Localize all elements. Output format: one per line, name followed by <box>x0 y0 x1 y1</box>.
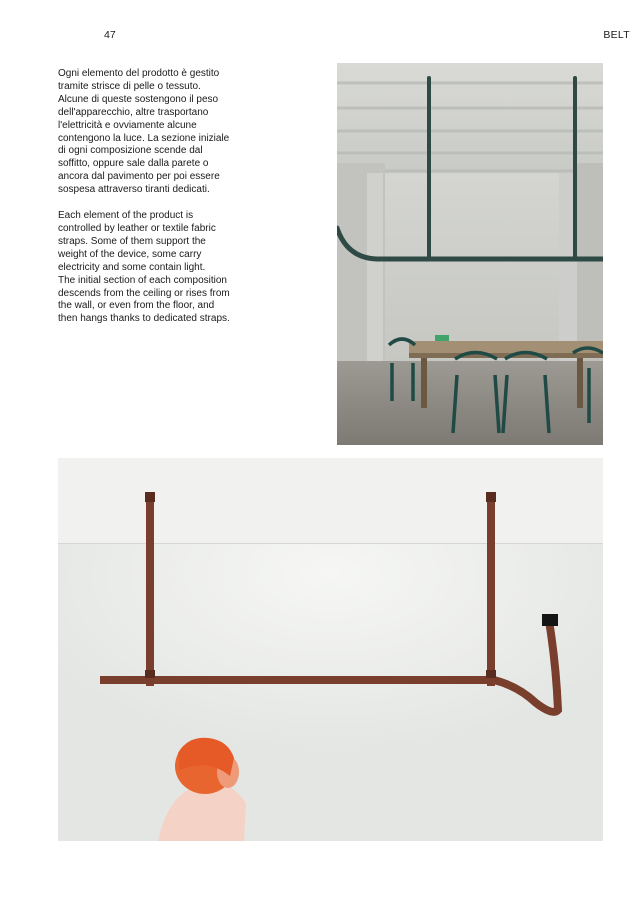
paragraph-english: Each element of the product is controlled by leather or textile fabric straps. Some of them support the weight of the device, some carry electricity and some contain light. The initial section of each composition descends from the ceiling or rises from the wall, or even from the floor, and then hangs thanks to dedicated straps. <box>58 210 230 325</box>
body-text <box>58 68 258 339</box>
interior-illustration <box>337 63 603 445</box>
paragraph-italian: Ogni elemento del prodotto è gestito tramite strisce di pelle o tessuto. Alcune di queste sostengono il peso dell'apparecchio, altre trasportano l'elettricità e ovviamente alcune contengono la luce. La sezione iniziale di ogni composizione scende dal soffitto, oppure sale dalla parete o ancora dal pavimento per poi essere sospesa attraverso tiranti dedicati. <box>58 68 230 196</box>
floor <box>337 361 603 445</box>
lamp-photo <box>58 458 603 841</box>
page-number: 47 <box>104 29 116 41</box>
column-left <box>367 173 383 363</box>
wall-socket <box>542 614 558 626</box>
ceiling <box>58 458 603 543</box>
brand-name: BELT <box>603 29 630 41</box>
interior-photo <box>337 63 603 445</box>
lamp-illustration <box>58 458 603 841</box>
